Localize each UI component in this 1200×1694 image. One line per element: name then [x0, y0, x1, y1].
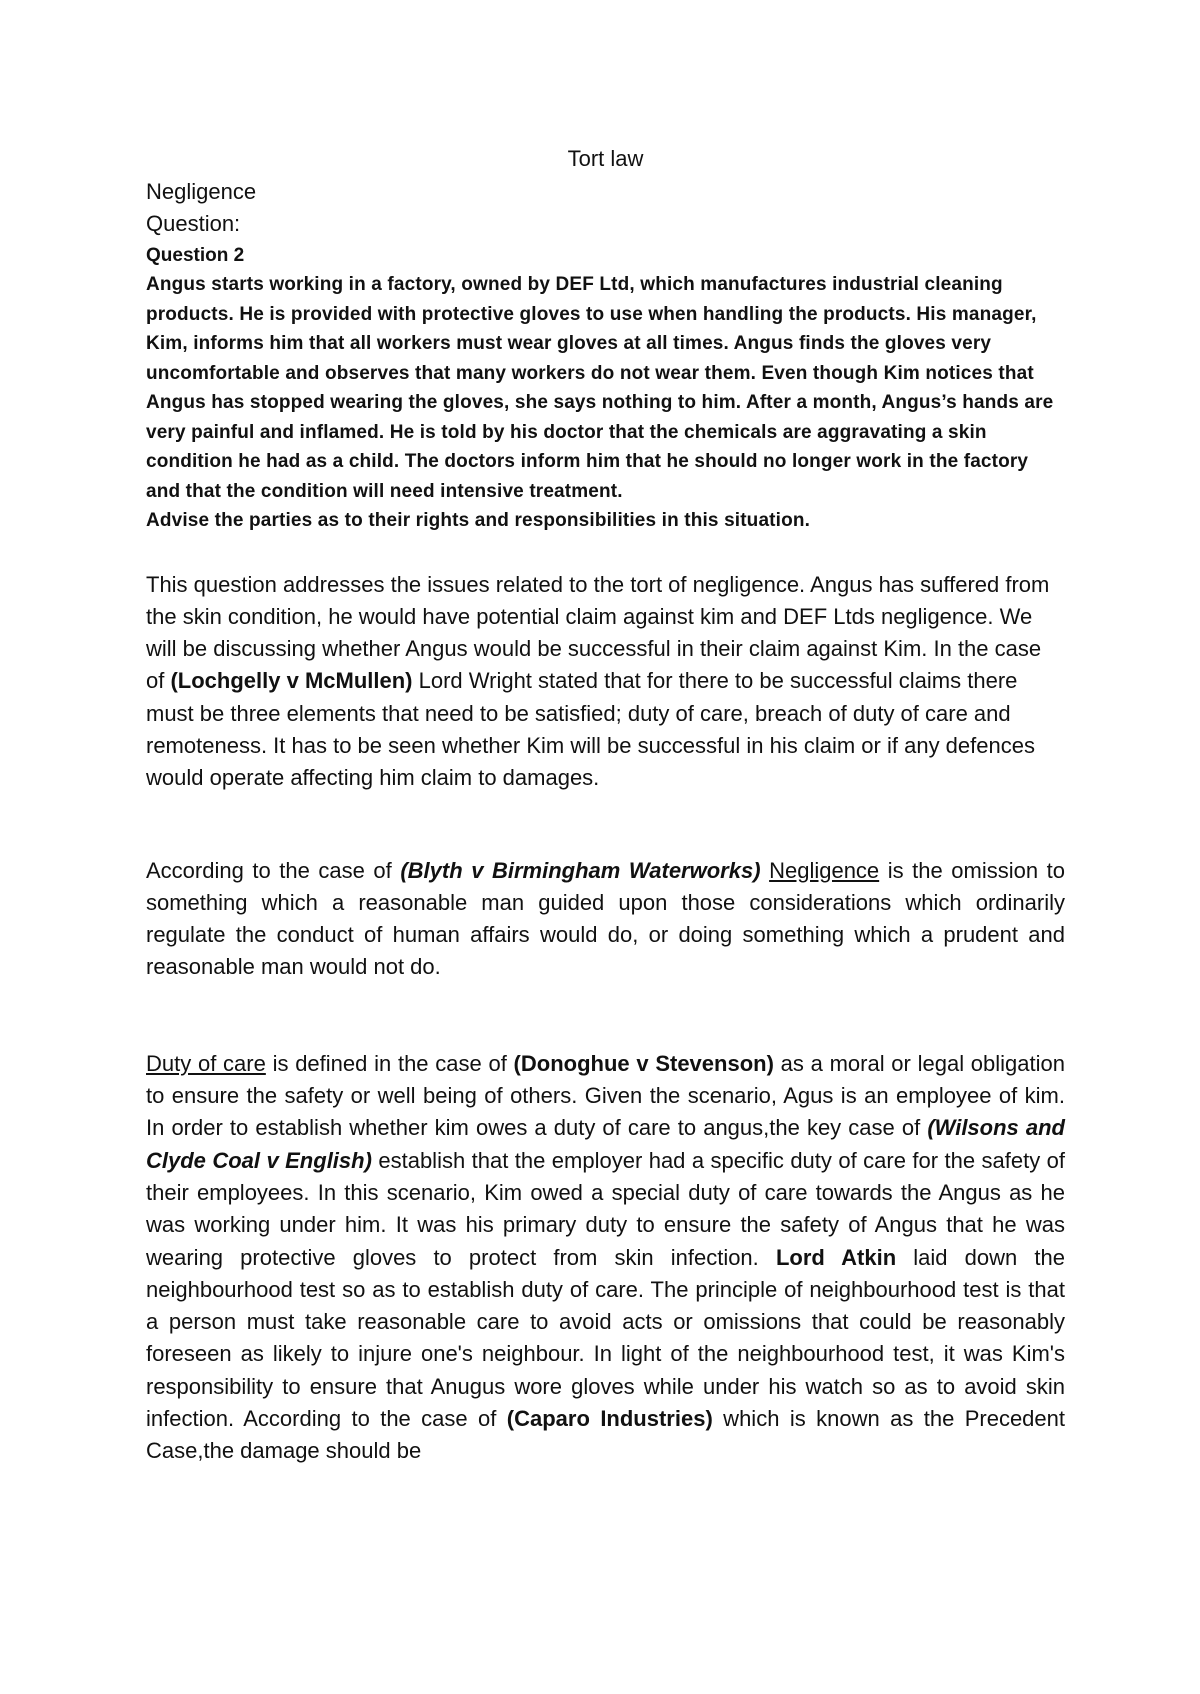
case-citation-caparo: (Caparo Industries) — [506, 1406, 713, 1432]
duty-text-b: as a moral or legal obligation to ensure the safety or well being of others. Given the scenario, Agus is an employee of kim. In order to establish whether kim owes a duty of care to angus,the key case of — [146, 1050, 1065, 1141]
question-number: Question 2 — [146, 245, 245, 266]
duty-text-c: establish that the employer had a specific duty of care for the safety of their employees. In this scenario, Kim owed a special duty of care towards the Angus as he was working under him. It was his primary duty to ensure the safety of Angus that he was wearing protective gloves to protect from skin infection. — [146, 1147, 1065, 1270]
question-label: Question: — [146, 211, 241, 236]
question-text: Angus starts working in a factory, owned by DEF Ltd, which manufactures industrial cleaning products. He is provided with protective gloves to use when handling the products. His manager, Kim, informs him that all workers must wear gloves at all times. Angus finds the gloves very uncomfortable and observes that many workers do not wear them. Even though Kim notices that Angus has stopped wearing the gloves, she says nothing to him. After a month, Angus’s hands are very painful and inflamed. He is told by his doctor that the chemicals are aggravating a skin condition he had as a child. The doctors inform him that he should no longer work in the factory and that the condition will need intensive treatment. — [146, 274, 1054, 502]
document-title: Tort law — [567, 146, 644, 171]
case-citation-blyth: (Blyth v Birmingham Waterworks) — [400, 857, 761, 883]
topic-heading: Negligence — [146, 179, 257, 204]
negligence-text-a: According to the case of — [146, 857, 401, 883]
intro-text-b: Lord Wright stated that for there to be successful claims there must be three elements that need to be satisfied; duty of care, breach of duty of care and remoteness. It has to be seen whether Kim will be successful in his claim or if any defences would operate affecting him claim to damages. — [146, 668, 1035, 791]
name-lord-atkin: Lord Atkin — [775, 1244, 897, 1270]
question-instruction: Advise the parties as to their rights and responsibilities in this situation. — [146, 510, 811, 531]
duty-text-e: which is known as the Precedent Case,the damage should be — [146, 1406, 1065, 1464]
duty-of-care-paragraph — [146, 1048, 1065, 1468]
duty-text-d: laid down the neighbourhood test so as to establish duty of care. The principle of neighbourhood test is that a person must take reasonable care to avoid acts or omissions that could be reasonably foreseen as likely to injure one's neighbour. In light of the neighbourhood test, it was Kim's responsibility to ensure that Anugus wore gloves while under his watch so as to avoid skin infection. According to the case of — [146, 1244, 1065, 1432]
negligence-paragraph — [146, 855, 1065, 984]
duty-text-a: is defined in the case of — [265, 1050, 514, 1076]
case-citation-lochgelly: (Lochgelly v McMullen) — [170, 668, 413, 694]
term-duty-of-care: Duty of care — [146, 1050, 266, 1076]
case-citation-wilsons: (Wilsons and Clyde Coal v English) — [146, 1115, 1065, 1173]
case-citation-donoghue: (Donoghue v Stevenson) — [513, 1050, 774, 1076]
term-negligence: Negligence — [769, 857, 880, 883]
intro-paragraph — [146, 569, 1065, 795]
intro-text-a: This question addresses the issues related to the tort of negligence. Angus has suffered from the skin condition, he would have potential claim against kim and DEF Ltds negligence. We will be discussing whether Angus would be successful in their claim against Kim. In the case of — [146, 571, 1050, 694]
negligence-text-b: is the omission to something which a reasonable man guided upon those considerations which ordinarily regulate the conduct of human affairs would do, or doing something which a prudent and reasonable man would not do. — [146, 857, 1065, 980]
